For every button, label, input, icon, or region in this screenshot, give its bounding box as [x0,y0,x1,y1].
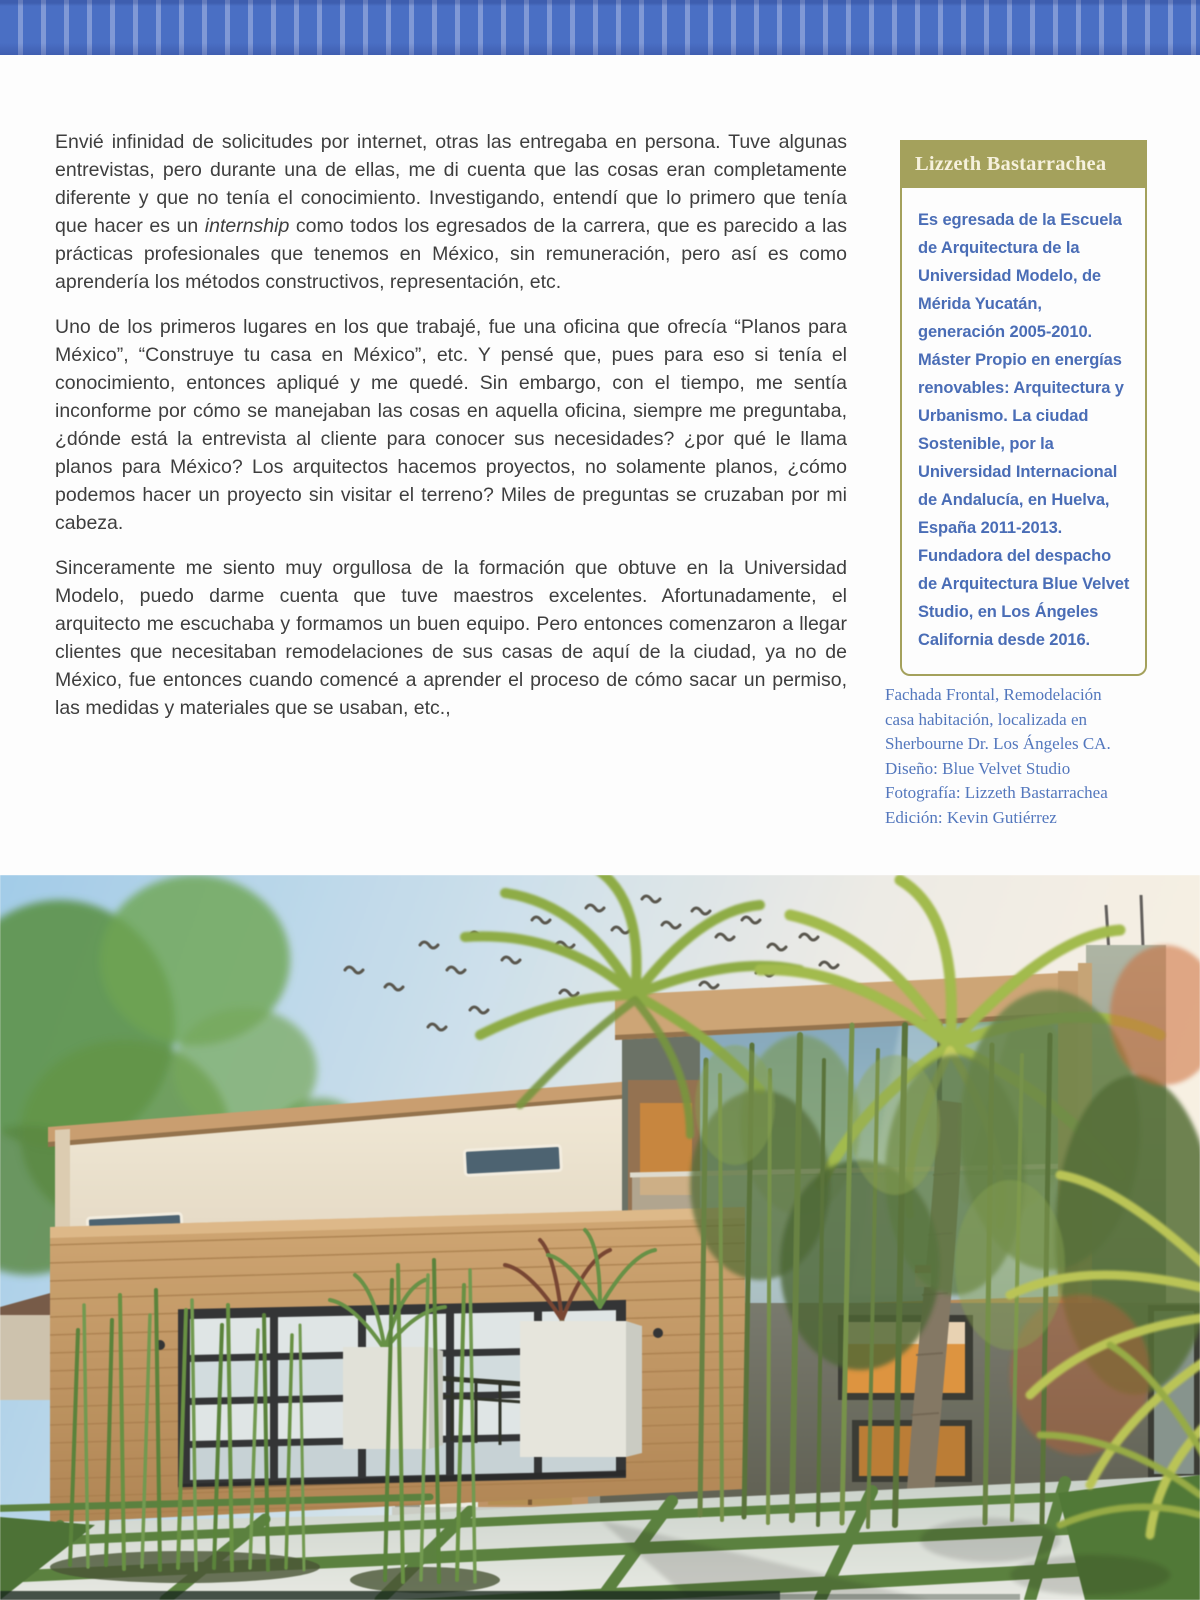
paragraph-1-italic-word: internship [204,215,290,237]
author-info-box [900,140,1147,676]
striped-header-band [0,0,1200,55]
house-photo [0,875,1200,1600]
photo-bottom-shadow [0,1591,780,1600]
author-bio-text: Es egresada de la Escuela de Arquitectura de la Universidad Modelo, de Mérida Yucatán, generación 2005-2010. Máster Propio en energías renovables: Arquitectura y Urbanismo. La ciudad Sostenible, por la Universidad Internacional de Andalucía, en Huelva, España 2011-2013. Fundadora del despacho de Arquitectura Blue Velvet Studio, en Los Ángeles California desde 2016. [900,188,1147,676]
photo-caption [885,683,1147,830]
caption-line: casa habitación, localizada en [885,709,1087,729]
paragraph-3: Sinceramente me siento muy orgullosa de la formación que obtuve en la Universidad Modelo, puedo darme cuenta que tuve maestros excelentes. Afortunadamente, el arquitecto me escuchaba y formamos un buen equipo. Pero entonces comenzaron a llegar clientes que necesitaban remodelaciones de sus casas de aquí de la ciudad, ya no de México, fue entonces cuando comencé a aprender el proceso de cómo sacar un permiso, las medidas y materiales que se usaban, etc., [55,557,847,719]
caption-line: Diseño: Blue Velvet Studio [885,758,1071,778]
caption-line: Edición: Kevin Gutiérrez [885,807,1057,827]
author-name-header: Lizzeth Bastarrachea [900,140,1147,188]
paragraph-1 [55,128,847,296]
article-body [55,128,847,739]
caption-line: Fotografía: Lizzeth Bastarrachea [885,783,1108,802]
paragraph-2: Uno de los primeros lugares en los que trabajé, fue una oficina que ofrecía “Planos para México”, “Construye tu casa en México”, etc. Y pensé que, pues para eso si tenía el conocimiento, entonces apliqué y me quedé. Sin embargo, con el tiempo, me sentía inconforme por cómo se manejaban las cosas en aquella oficina, siempre me preguntaba, ¿dónde está la entrevista al cliente para conocer sus necesidades? ¿por qué le llama planos para México? Los arquitectos hacemos proyectos, no solamente planos, ¿cómo podemos hacer un proyecto sin visitar el terreno? Miles de preguntas se cruzaban por mi cabeza. [55,316,847,534]
caption-line: Sherbourne Dr. Los Ángeles CA. [885,734,1111,753]
caption-line: Fachada Frontal, Remodelación [885,685,1102,704]
paragraph-1-text-cont: como todos los egresados de la carrera, que es parecido a las prácticas profesionales que tenemos en México, sin remuneración, pero así es como aprendería los métodos constructivos, representación, etc. [55,215,847,293]
paragraph-1-text: Envié infinidad de solicitudes por internet, otras las entregaba en persona. Tuve algunas entrevistas, pero durante una de ellas, me di cuenta que las cosas eran completamente diferente y que no tenía el conocimiento. Investigando, entendí que lo primero que tenía que hacer es un [55,131,847,237]
